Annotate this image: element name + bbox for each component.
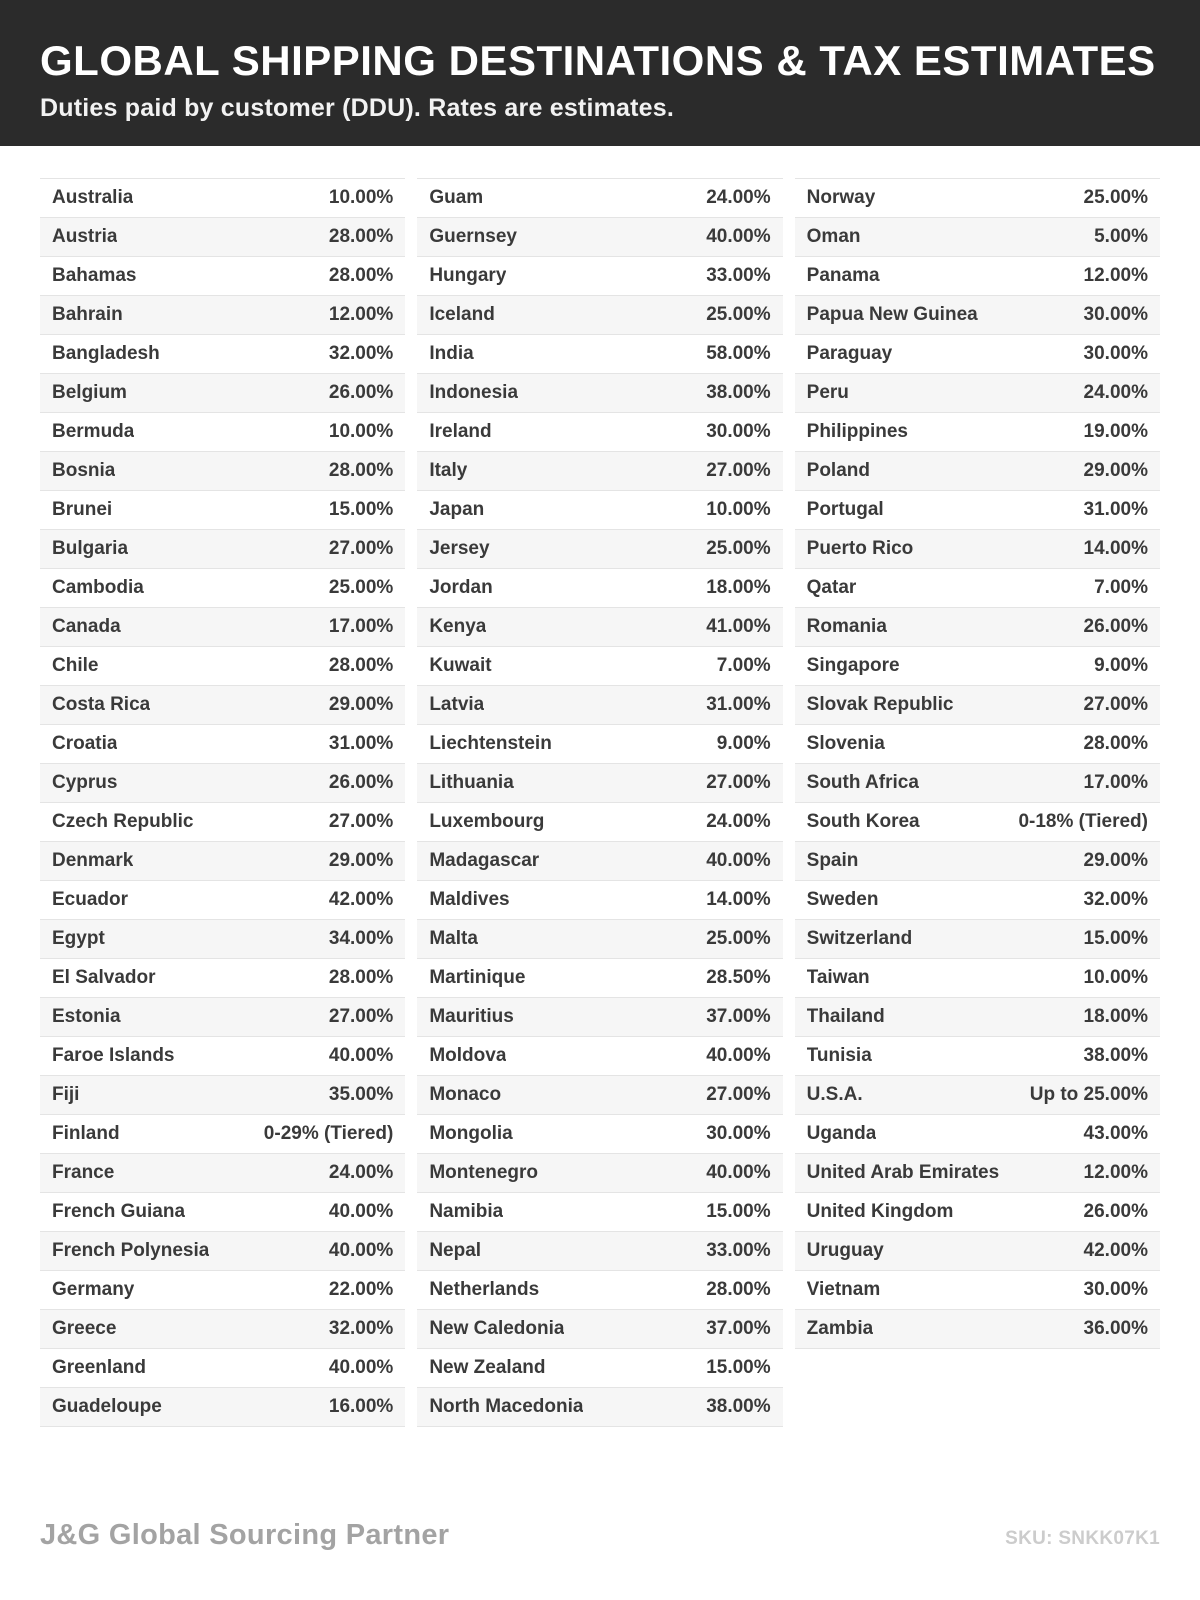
table-row	[40, 1115, 405, 1154]
country-name: Greenland	[52, 1357, 146, 1378]
country-name: Australia	[52, 187, 134, 208]
table-row	[795, 1310, 1160, 1349]
tax-rate: 22.00%	[328, 1279, 394, 1300]
page-header	[0, 0, 1200, 146]
tax-rate: 40.00%	[328, 1240, 394, 1261]
country-name: Faroe Islands	[52, 1045, 175, 1066]
table-row	[417, 452, 782, 491]
country-name: Canada	[52, 616, 121, 637]
tax-rate: 24.00%	[706, 187, 771, 208]
table-row	[795, 569, 1160, 608]
table-row	[40, 335, 405, 374]
table-row	[795, 335, 1160, 374]
tax-rate: 12.00%	[1083, 1162, 1148, 1183]
tax-rate: 7.00%	[1094, 577, 1148, 598]
country-name: Italy	[429, 460, 468, 481]
table-row	[40, 1271, 405, 1310]
table-row	[417, 413, 782, 452]
country-name: Cyprus	[52, 772, 118, 793]
tax-rate: 33.00%	[706, 265, 771, 286]
tax-rate: 28.00%	[328, 460, 394, 481]
tax-rate: 40.00%	[328, 1045, 394, 1066]
country-name: Ireland	[429, 421, 492, 442]
tax-rate: 30.00%	[706, 421, 771, 442]
tax-rate: 27.00%	[328, 811, 394, 832]
tax-rate: 24.00%	[328, 1162, 394, 1183]
country-name: Tunisia	[806, 1045, 872, 1066]
country-name: Bangladesh	[52, 343, 160, 364]
tax-rate: 27.00%	[706, 460, 771, 481]
table-row	[40, 725, 405, 764]
table-row	[417, 335, 782, 374]
country-name: Austria	[52, 226, 118, 247]
tax-rate: 14.00%	[706, 889, 771, 910]
table-row	[40, 452, 405, 491]
country-name: Brunei	[52, 499, 113, 520]
table-row	[417, 1271, 782, 1310]
table-row	[795, 1076, 1160, 1115]
country-name: Norway	[806, 187, 876, 208]
country-name: Slovenia	[806, 733, 885, 754]
tax-rate: 15.00%	[1083, 928, 1148, 949]
table-row	[417, 920, 782, 959]
country-name: U.S.A.	[806, 1084, 863, 1105]
country-name: Estonia	[52, 1006, 121, 1027]
country-name: Bahrain	[52, 304, 123, 325]
tax-rate: 29.00%	[1083, 460, 1148, 481]
tax-rate: 15.00%	[706, 1201, 771, 1222]
country-name: Luxembourg	[429, 811, 545, 832]
tax-rate: 32.00%	[328, 1318, 394, 1339]
tax-rate: 9.00%	[716, 733, 771, 754]
country-name: Mauritius	[429, 1006, 514, 1027]
page-subtitle: Duties paid by customer (DDU). Rates are estimates.	[40, 94, 675, 123]
country-name: Singapore	[806, 655, 900, 676]
table-row	[40, 1154, 405, 1193]
tax-rate: 25.00%	[706, 928, 771, 949]
country-name: Thailand	[806, 1006, 885, 1027]
tax-rate: 36.00%	[1083, 1318, 1148, 1339]
tax-rate: 17.00%	[328, 616, 394, 637]
table-row	[40, 998, 405, 1037]
table-row	[795, 764, 1160, 803]
country-name: Hungary	[429, 265, 507, 286]
country-name: Paraguay	[806, 343, 893, 364]
table-row	[417, 1193, 782, 1232]
tax-rate: 12.00%	[328, 304, 394, 325]
tax-rate: 26.00%	[328, 382, 394, 403]
table-row	[417, 1154, 782, 1193]
tax-rate: 38.00%	[706, 1396, 771, 1417]
country-name: Bosnia	[52, 460, 116, 481]
rate-column-2	[417, 178, 782, 1427]
tax-rate: 28.50%	[706, 967, 771, 988]
table-row	[40, 959, 405, 998]
country-name: Uruguay	[806, 1240, 884, 1261]
tax-rate: 27.00%	[328, 538, 394, 559]
country-name: Zambia	[806, 1318, 874, 1339]
table-row	[795, 1193, 1160, 1232]
tax-rate: 5.00%	[1094, 226, 1148, 247]
sku-label: SKU: SNKK07K1	[1005, 1528, 1160, 1549]
tax-rate: 38.00%	[1083, 1045, 1148, 1066]
table-row	[795, 296, 1160, 335]
country-name: Namibia	[429, 1201, 504, 1222]
tax-rate: 32.00%	[1083, 889, 1148, 910]
tax-rate: 27.00%	[706, 772, 771, 793]
table-row	[795, 803, 1160, 842]
tax-rate: 10.00%	[328, 187, 394, 208]
table-row	[40, 1349, 405, 1388]
country-name: Germany	[52, 1279, 135, 1300]
country-name: Martinique	[429, 967, 526, 988]
country-name: El Salvador	[52, 967, 156, 988]
country-name: Peru	[806, 382, 849, 403]
country-name: Kenya	[429, 616, 487, 637]
country-name: Bahamas	[52, 265, 137, 286]
tax-rate: 0-18% (Tiered)	[1018, 811, 1148, 832]
table-row	[795, 452, 1160, 491]
table-row	[417, 1349, 782, 1388]
tax-rate: 25.00%	[1083, 187, 1148, 208]
country-name: New Caledonia	[429, 1318, 565, 1339]
country-name: South Africa	[806, 772, 919, 793]
table-row	[417, 491, 782, 530]
table-row	[795, 608, 1160, 647]
tax-rate: 26.00%	[328, 772, 394, 793]
country-name: Lithuania	[429, 772, 514, 793]
tax-rate: 18.00%	[706, 577, 771, 598]
tax-rate: 40.00%	[328, 1201, 394, 1222]
country-name: Uganda	[806, 1123, 877, 1144]
page-footer	[40, 1519, 1160, 1552]
country-name: Oman	[806, 226, 861, 247]
table-row	[40, 179, 405, 218]
table-row	[40, 530, 405, 569]
table-row	[40, 1310, 405, 1349]
table-row	[795, 530, 1160, 569]
country-name: Ecuador	[52, 889, 129, 910]
country-name: Guam	[429, 187, 484, 208]
country-name: Montenegro	[429, 1162, 539, 1183]
country-name: Switzerland	[806, 928, 913, 949]
table-row	[40, 569, 405, 608]
tax-rate: 34.00%	[328, 928, 394, 949]
tax-rate: 28.00%	[328, 265, 394, 286]
country-name: Egypt	[52, 928, 105, 949]
tax-rate: 31.00%	[706, 694, 771, 715]
tax-rate: 40.00%	[328, 1357, 394, 1378]
page-title: GLOBAL SHIPPING DESTINATIONS & TAX ESTIMATES	[40, 37, 1156, 84]
country-name: Jersey	[429, 538, 490, 559]
table-row	[417, 1310, 782, 1349]
table-row	[417, 179, 782, 218]
tax-rate: 37.00%	[706, 1006, 771, 1027]
table-row	[417, 803, 782, 842]
country-name: India	[429, 343, 474, 364]
country-name: Guadeloupe	[52, 1396, 162, 1417]
country-name: Fiji	[52, 1084, 80, 1105]
tax-rate: 15.00%	[706, 1357, 771, 1378]
table-row	[417, 881, 782, 920]
tax-rate: 15.00%	[328, 499, 394, 520]
table-row	[417, 1388, 782, 1427]
tax-rate: Up to 25.00%	[1029, 1084, 1148, 1105]
tax-rate: 40.00%	[706, 1162, 771, 1183]
tax-rate: 24.00%	[1083, 382, 1148, 403]
tax-rate: 16.00%	[328, 1396, 394, 1417]
country-name: Latvia	[429, 694, 485, 715]
tax-rate: 40.00%	[706, 1045, 771, 1066]
country-name: Poland	[806, 460, 870, 481]
country-name: Indonesia	[429, 382, 519, 403]
tax-rate: 29.00%	[328, 694, 394, 715]
country-name: United Arab Emirates	[806, 1162, 1000, 1183]
country-name: Mongolia	[429, 1123, 513, 1144]
table-row	[795, 647, 1160, 686]
tax-rate: 40.00%	[706, 850, 771, 871]
country-name: Panama	[806, 265, 880, 286]
tax-rate: 41.00%	[706, 616, 771, 637]
table-row	[795, 686, 1160, 725]
country-name: Nepal	[429, 1240, 482, 1261]
country-name: Bermuda	[52, 421, 135, 442]
table-row	[40, 257, 405, 296]
tax-rate: 24.00%	[706, 811, 771, 832]
table-row	[40, 1037, 405, 1076]
country-name: Chile	[52, 655, 99, 676]
country-name: Czech Republic	[52, 811, 194, 832]
table-row	[795, 179, 1160, 218]
table-row	[795, 491, 1160, 530]
country-name: Madagascar	[429, 850, 540, 871]
table-row	[417, 842, 782, 881]
tax-rate: 25.00%	[328, 577, 394, 598]
table-row	[417, 998, 782, 1037]
country-name: Guernsey	[429, 226, 517, 247]
country-name: Papua New Guinea	[806, 304, 978, 325]
country-name: Portugal	[806, 499, 884, 520]
tax-rate: 10.00%	[1083, 967, 1148, 988]
country-name: United Kingdom	[806, 1201, 954, 1222]
table-row	[40, 413, 405, 452]
tax-rate: 58.00%	[706, 343, 771, 364]
tax-rate: 25.00%	[706, 538, 771, 559]
tax-rate: 25.00%	[706, 304, 771, 325]
table-row	[417, 1037, 782, 1076]
table-row	[795, 881, 1160, 920]
tax-rate: 28.00%	[328, 967, 394, 988]
tax-rate: 40.00%	[706, 226, 771, 247]
table-row	[795, 257, 1160, 296]
rate-column-3	[795, 178, 1160, 1427]
table-row	[417, 959, 782, 998]
country-name: Japan	[429, 499, 485, 520]
table-row	[40, 218, 405, 257]
table-row	[417, 257, 782, 296]
country-name: Belgium	[52, 382, 127, 403]
tax-rate: 30.00%	[706, 1123, 771, 1144]
table-row	[40, 686, 405, 725]
tax-rate: 17.00%	[1083, 772, 1148, 793]
tax-rate: 35.00%	[328, 1084, 394, 1105]
country-name: Greece	[52, 1318, 117, 1339]
tax-rate: 26.00%	[1083, 1201, 1148, 1222]
country-name: Qatar	[806, 577, 857, 598]
country-name: Monaco	[429, 1084, 502, 1105]
tax-rate: 27.00%	[328, 1006, 394, 1027]
table-row	[40, 374, 405, 413]
country-name: French Polynesia	[52, 1240, 210, 1261]
table-row	[40, 1388, 405, 1427]
tax-rate: 30.00%	[1083, 343, 1148, 364]
country-name: Maldives	[429, 889, 510, 910]
tax-rate: 28.00%	[328, 226, 394, 247]
table-row	[40, 803, 405, 842]
country-name: Costa Rica	[52, 694, 151, 715]
table-row	[417, 1115, 782, 1154]
country-name: Netherlands	[429, 1279, 540, 1300]
country-name: Taiwan	[806, 967, 870, 988]
country-name: Kuwait	[429, 655, 492, 676]
country-name: Croatia	[52, 733, 118, 754]
country-name: Cambodia	[52, 577, 144, 598]
tax-rate: 33.00%	[706, 1240, 771, 1261]
table-row	[417, 530, 782, 569]
table-row	[417, 1076, 782, 1115]
tax-rate: 31.00%	[1083, 499, 1148, 520]
tax-rate: 43.00%	[1083, 1123, 1148, 1144]
tax-rate: 37.00%	[706, 1318, 771, 1339]
country-name: Spain	[806, 850, 859, 871]
country-name: South Korea	[806, 811, 920, 832]
country-name: Puerto Rico	[806, 538, 914, 559]
tax-rate: 14.00%	[1083, 538, 1148, 559]
tax-rate: 10.00%	[706, 499, 771, 520]
tax-rate: 7.00%	[716, 655, 771, 676]
country-name: Moldova	[429, 1045, 507, 1066]
tax-rate: 28.00%	[328, 655, 394, 676]
tax-rate: 29.00%	[328, 850, 394, 871]
country-name: Philippines	[806, 421, 909, 442]
table-row	[40, 920, 405, 959]
table-row	[40, 1232, 405, 1271]
table-row	[795, 1271, 1160, 1310]
country-name: Vietnam	[806, 1279, 881, 1300]
tax-rate: 18.00%	[1083, 1006, 1148, 1027]
table-row	[40, 842, 405, 881]
table-row	[417, 374, 782, 413]
table-row	[417, 569, 782, 608]
tax-rate: 10.00%	[328, 421, 394, 442]
table-row	[417, 608, 782, 647]
table-row	[40, 764, 405, 803]
brand-name: J&G Global Sourcing Partner	[40, 1519, 450, 1551]
tax-rate: 0-29% (Tiered)	[263, 1123, 394, 1144]
table-row	[417, 686, 782, 725]
country-name: France	[52, 1162, 115, 1183]
tax-rate: 29.00%	[1083, 850, 1148, 871]
table-row	[40, 1076, 405, 1115]
table-row	[795, 842, 1160, 881]
table-row	[417, 647, 782, 686]
table-row	[417, 1232, 782, 1271]
country-name: Bulgaria	[52, 538, 129, 559]
table-row	[795, 998, 1160, 1037]
table-row	[795, 218, 1160, 257]
table-row	[417, 725, 782, 764]
table-row	[795, 413, 1160, 452]
country-name: North Macedonia	[429, 1396, 584, 1417]
tax-rate: 42.00%	[1083, 1240, 1148, 1261]
tax-rate: 26.00%	[1083, 616, 1148, 637]
tax-rate: 27.00%	[706, 1084, 771, 1105]
country-name: Sweden	[806, 889, 879, 910]
country-name: Iceland	[429, 304, 495, 325]
tax-rate: 42.00%	[328, 889, 394, 910]
table-row	[795, 1154, 1160, 1193]
table-row	[40, 608, 405, 647]
country-name: Jordan	[429, 577, 493, 598]
table-row	[40, 1193, 405, 1232]
table-row	[417, 296, 782, 335]
country-name: Finland	[52, 1123, 120, 1144]
table-row	[40, 491, 405, 530]
table-row	[40, 647, 405, 686]
tax-rate: 27.00%	[1083, 694, 1148, 715]
country-name: Romania	[806, 616, 887, 637]
tax-rate: 38.00%	[706, 382, 771, 403]
tax-rate: 9.00%	[1094, 655, 1148, 676]
country-name: New Zealand	[429, 1357, 546, 1378]
tax-rate: 19.00%	[1083, 421, 1148, 442]
table-row	[417, 764, 782, 803]
table-row	[795, 1115, 1160, 1154]
table-row	[40, 296, 405, 335]
table-row	[795, 959, 1160, 998]
tax-rate: 30.00%	[1083, 1279, 1148, 1300]
country-name: Malta	[429, 928, 478, 949]
table-row	[417, 218, 782, 257]
table-row	[795, 374, 1160, 413]
country-name: French Guiana	[52, 1201, 186, 1222]
country-name: Slovak Republic	[806, 694, 954, 715]
table-row	[795, 1232, 1160, 1271]
table-row	[795, 1037, 1160, 1076]
country-name: Denmark	[52, 850, 134, 871]
tax-rate: 30.00%	[1083, 304, 1148, 325]
table-row	[795, 725, 1160, 764]
table-row	[795, 920, 1160, 959]
tax-rate: 12.00%	[1083, 265, 1148, 286]
table-row	[40, 881, 405, 920]
rate-column-1	[40, 178, 405, 1427]
tax-rate: 32.00%	[328, 343, 394, 364]
tax-rate: 28.00%	[706, 1279, 771, 1300]
country-name: Liechtenstein	[429, 733, 552, 754]
tax-rate: 31.00%	[328, 733, 394, 754]
tax-table	[0, 146, 1200, 1427]
tax-rate: 28.00%	[1083, 733, 1148, 754]
